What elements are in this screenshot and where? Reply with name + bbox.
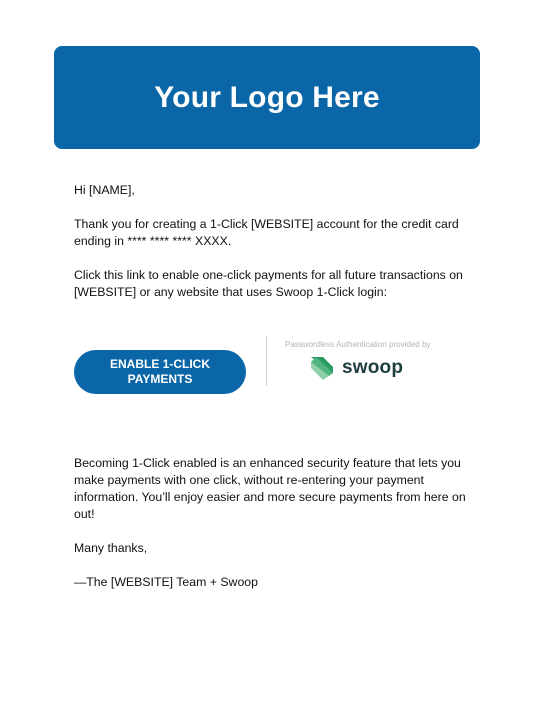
security-paragraph: Becoming 1-Click enabled is an enhanced security feature that lets you make payments with one click, without re-entering your payment information. You’ll enjoy easier and more secure payments from here on out! [74, 456, 466, 521]
swoop-shield-icon [310, 355, 334, 381]
signature: —The [WEBSITE] Team + Swoop [74, 575, 258, 589]
divider [266, 336, 267, 386]
logo-banner [54, 46, 480, 149]
provided-by-label: Passwordless Authentication provided by [285, 340, 431, 349]
enable-1-click-payments-button[interactable]: ENABLE 1-CLICK PAYMENTS [74, 350, 246, 394]
logo-text: Your Logo Here [154, 80, 380, 114]
instruction-paragraph: Click this link to enable one-click payments for all future transactions on [WEBSITE] or any website that uses Swoop 1-Click login: [74, 268, 463, 299]
swoop-wordmark: swoop [342, 357, 404, 378]
greeting: Hi [NAME], [74, 183, 135, 197]
intro-paragraph: Thank you for creating a 1-Click [WEBSITE] account for the credit card ending in **** **** **** XXXX. [74, 217, 459, 248]
cta-row [74, 336, 464, 388]
swoop-brand [310, 354, 403, 382]
closing: Many thanks, [74, 541, 148, 555]
